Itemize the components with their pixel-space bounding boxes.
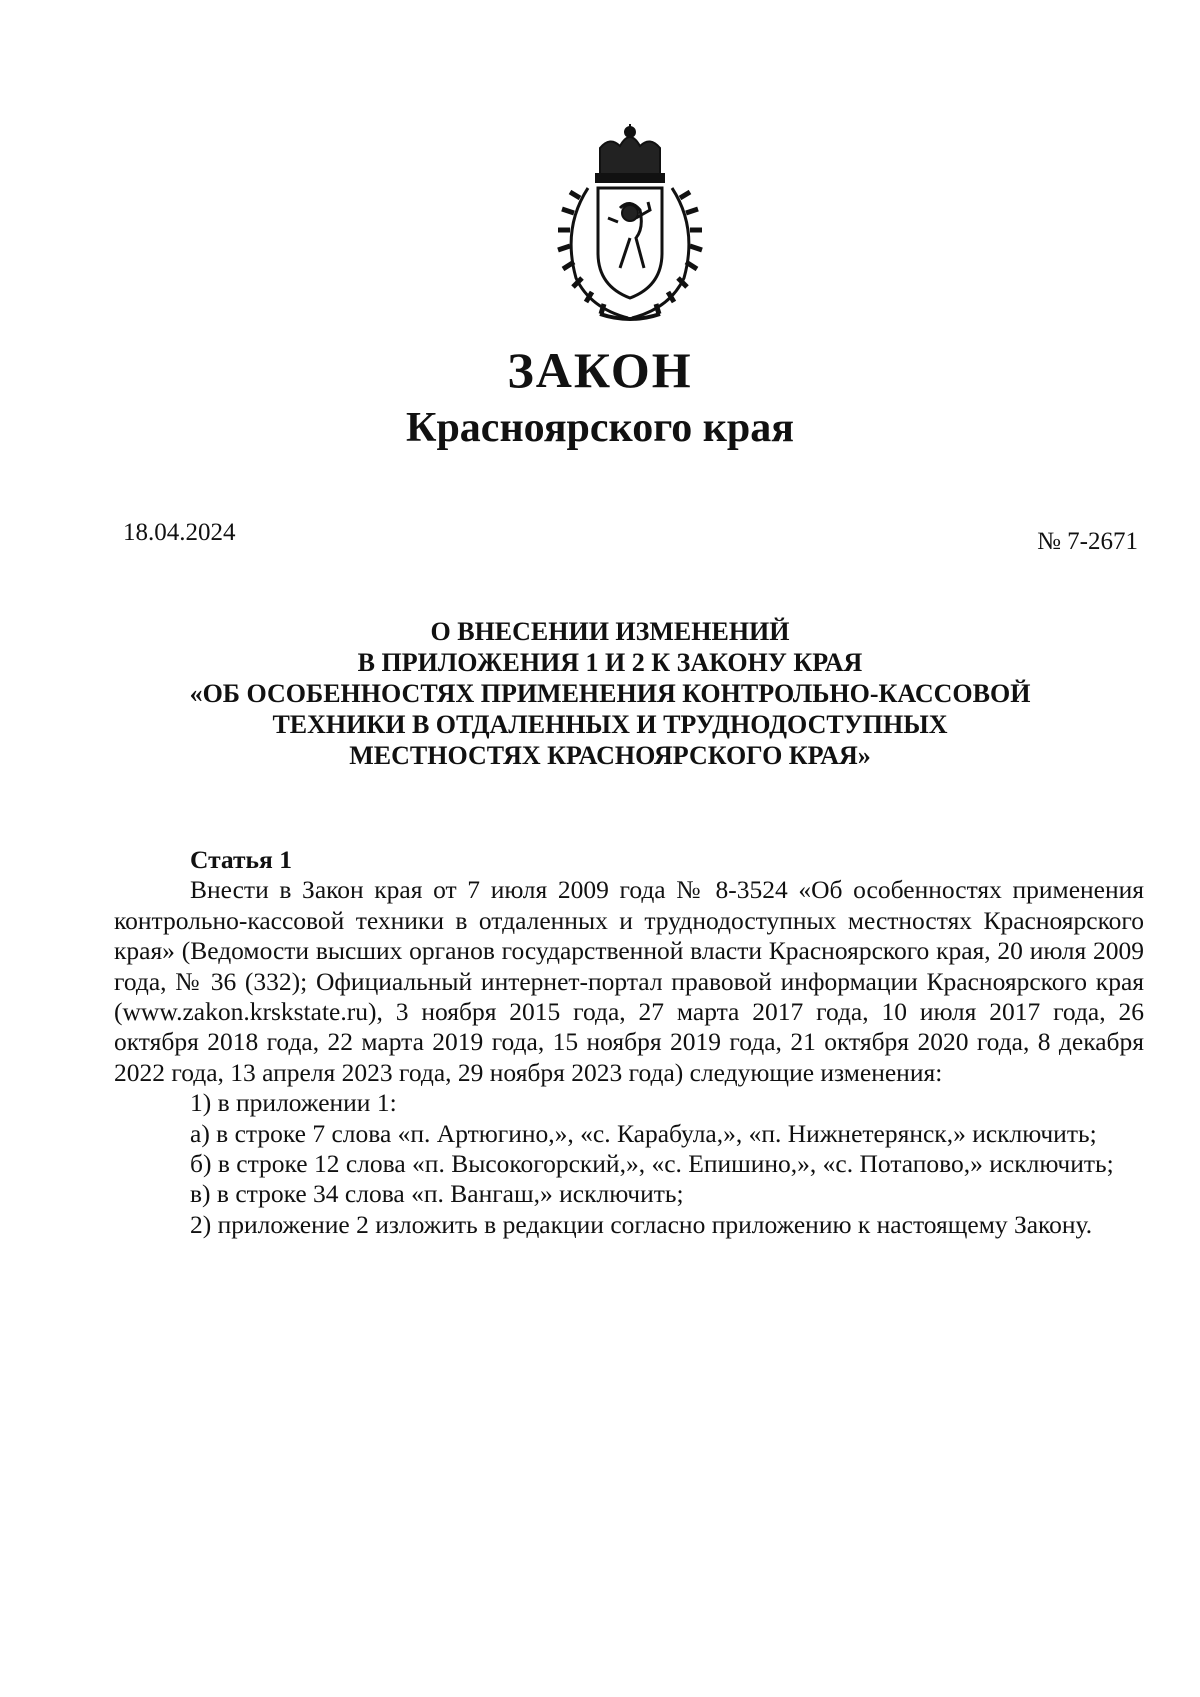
- article-title: Статья 1: [190, 845, 292, 874]
- law-number: № 7-2671: [1037, 528, 1138, 555]
- article-paragraph: Внести в Закон края от 7 июля 2009 года № 8-3524 «Об особенностях применения контрольно-кассовой техники в отдаленных и труднодоступных местностях Красноярского края» (Ведомости высших органов государственной власти Красноярского края, 20 июля 2009 года, № 36 (332); Официальный интернет-портал правовой информации Красноярского края (www.zakon.krskstate.ru), 3 ноября 2015 года, 27 марта 2017 года, 10 июля 2017 года, 26 октября 2018 года, 22 марта 2019 года, 15 ноября 2019 года, 21 октября 2020 года, 8 декабря 2022 года, 13 апреля 2023 года, 29 ноября 2023 года) следующие изменения:: [114, 875, 1144, 1087]
- coat-of-arms-icon: [540, 118, 720, 328]
- coat-of-arms-emblem: [540, 118, 720, 328]
- heading-line: МЕСТНОСТЯХ КРАСНОЯРСКОГО КРАЯ»: [349, 741, 871, 770]
- article-paragraph: 2) приложение 2 изложить в редакции согласно приложению к настоящему Закону.: [190, 1209, 1093, 1239]
- law-title: ЗАКОН: [507, 342, 693, 398]
- heading-line: О ВНЕСЕНИИ ИЗМЕНЕНИЙ: [430, 617, 790, 646]
- law-date: 18.04.2024: [123, 519, 236, 546]
- law-region: Красноярского края: [405, 405, 795, 451]
- article-paragraph: в) в строке 34 слова «п. Вангаш,» исключить;: [190, 1179, 684, 1209]
- article-paragraph: 1) в приложении 1:: [190, 1088, 397, 1118]
- heading-line: ТЕХНИКИ В ОТДАЛЕННЫХ И ТРУДНОДОСТУПНЫХ: [272, 710, 948, 739]
- article-paragraph: б) в строке 12 слова «п. Высокогорский,», «с. Епишино,», «с. Потапово,» исключить;: [190, 1149, 1114, 1179]
- article-paragraph: а) в строке 7 слова «п. Артюгино,», «с. Карабула,», «п. Нижнетерянск,» исключить;: [190, 1118, 1097, 1148]
- heading-line: «ОБ ОСОБЕННОСТЯХ ПРИМЕНЕНИЯ КОНТРОЛЬНО-КАССОВОЙ: [189, 679, 1031, 708]
- heading-line: В ПРИЛОЖЕНИЯ 1 И 2 К ЗАКОНУ КРАЯ: [357, 648, 863, 677]
- law-heading: [120, 616, 1100, 771]
- article-1: [114, 845, 1144, 1240]
